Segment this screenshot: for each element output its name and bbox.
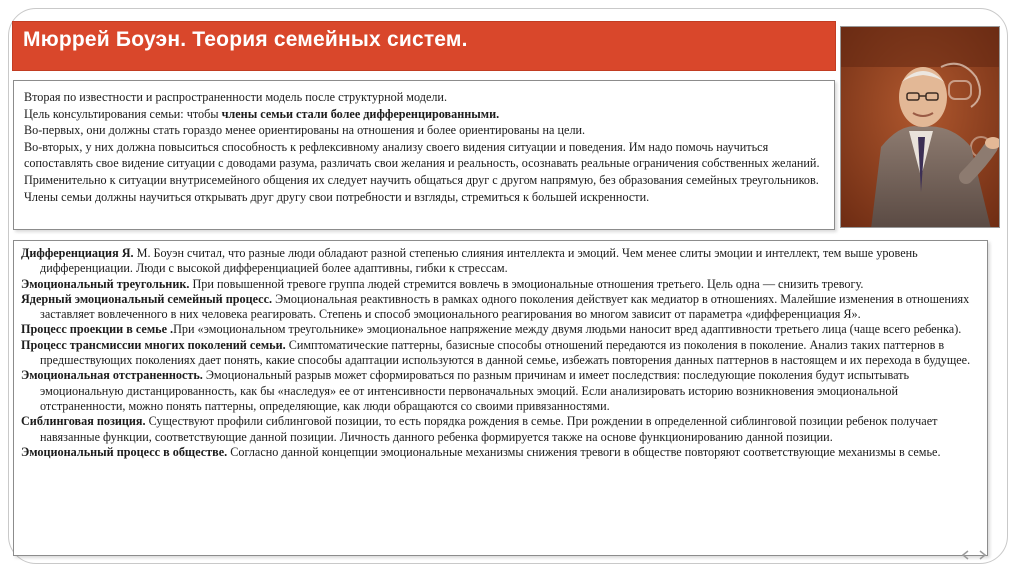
- intro-second-point: Во-вторых, у них должна повыситься способность к рефлексивному анализу своего видения ситуации и поведения. Им надо помочь научиться сопоставлять свое видение ситуации с доводами разума, различать свои желания и реальность, осознавать реальные ограничения собственных желаний.: [24, 139, 820, 171]
- concept-item: [21, 368, 979, 414]
- concept-item: [21, 338, 979, 369]
- intro-text-box: [13, 80, 835, 230]
- concept-term: Ядерный эмоциональный семейный процесс.: [21, 291, 273, 306]
- intro-goal-bold: члены семьи стали более дифференцированными.: [221, 106, 500, 121]
- prev-slide-icon[interactable]: [963, 551, 968, 559]
- concept-item: [21, 277, 979, 292]
- intro-goal: [24, 106, 829, 123]
- intro-communication-point: Применительно к ситуации внутрисемейного общения их следует научить общаться друг с другом напрямую, без образования семейных треугольников. Члены семьи должны научиться открывать друг другу свои потребности и взгляды, стремиться к большей искренности.: [24, 172, 819, 204]
- slide-title: Мюррей Боуэн. Теория семейных систем.: [23, 28, 468, 51]
- concepts-box: [13, 240, 988, 556]
- intro-goal-prefix: Цель консультирования семьи: чтобы: [24, 106, 222, 121]
- concept-item: [21, 445, 979, 460]
- concept-term: Процесс проекции в семье .: [21, 322, 174, 337]
- slide-nav: [960, 548, 988, 560]
- concept-term: Эмоциональная отстраненность.: [21, 368, 203, 383]
- concept-item: [21, 414, 979, 445]
- concept-term: Эмоциональный процесс в обществе.: [21, 444, 228, 459]
- concept-term: Сиблинговая позиция.: [21, 414, 146, 429]
- portrait-photo: [840, 26, 1000, 228]
- concept-item: [21, 292, 979, 323]
- concept-term: Процесс трансмиссии многих поколений семьи.: [21, 337, 286, 352]
- concept-text: При повышенной тревоге группа людей стремится вовлечь в эмоциональные отношения третьего. Цель одна — снизить тревогу.: [189, 276, 864, 291]
- concept-text: Симптоматические паттерны, базисные способы отношений передаются из поколения в поколение. Анализ таких паттернов в предшествующих поколениях дает понять, какие способы адаптации используются в данной семье, избежать повторения данных паттернов в настоящем и их перехода в будущее.: [40, 337, 971, 368]
- intro-content: [24, 89, 829, 205]
- intro-first-point: Во-первых, они должны стать гораздо менее ориентированы на отношения и более ориентированы на цели.: [24, 123, 586, 138]
- intro-line-1: Вторая по известности и распространенности модель после структурной модели.: [24, 90, 448, 104]
- next-slide-icon[interactable]: [980, 551, 985, 559]
- concept-item: [21, 246, 979, 277]
- concepts-list: [21, 246, 979, 460]
- concept-term: Дифференциация Я.: [21, 246, 134, 260]
- title-bar: [13, 22, 835, 70]
- concept-text: Эмоциональная реактивность в рамках одного поколения действует как медиатор в отношениях. Малейшие изменения в отношениях заставляет вовлеченного в них человека реагировать. Степень и способ эмоционального реагирования во многом зависит от параметра «дифференциация Я».: [40, 291, 970, 322]
- portrait-image: [841, 27, 1000, 228]
- concept-text: При «эмоциональном треугольнике» эмоциональное напряжение между двумя людьми наносит вред адаптивности третьего лица (чаще всего ребенка).: [173, 322, 962, 337]
- concept-item: [21, 322, 979, 337]
- concept-text: Существуют профили сиблинговой позиции, то есть порядка рождения в семье. При рождении в определенной сиблинговой позиции ребенок получает навязанные функции, соответствующие данной позиции. Личность данного ребенка формируется также на основе функционированию данной позиции.: [40, 414, 938, 444]
- concept-text: М. Боуэн считал, что разные люди обладают разной степенью слияния интеллекта и эмоций. Чем менее слиты эмоции и интеллект, тем выше уровень дифференциации. Люди с высокой дифференциацией более адаптивны, гибки к стрессам.: [40, 246, 918, 276]
- concept-text: Эмоциональный разрыв может сформироваться по разным причинам и имеет последствия: последующие поколения будут испытывать эмоциональную дистанцированность, как бы «наследуя» ее от интенсивности первоначальных эмоций. Если анализировать историю возникновения эмоциональной отстраненности, можно понять паттерны, определяющие, как люди обращаются со своими привязанностями.: [40, 368, 910, 413]
- concept-term: Эмоциональный треугольник.: [21, 276, 190, 291]
- concept-text: Согласно данной концепции эмоциональные механизмы снижения тревоги в обществе повторяют соответствующие механизмы в семье.: [227, 444, 941, 459]
